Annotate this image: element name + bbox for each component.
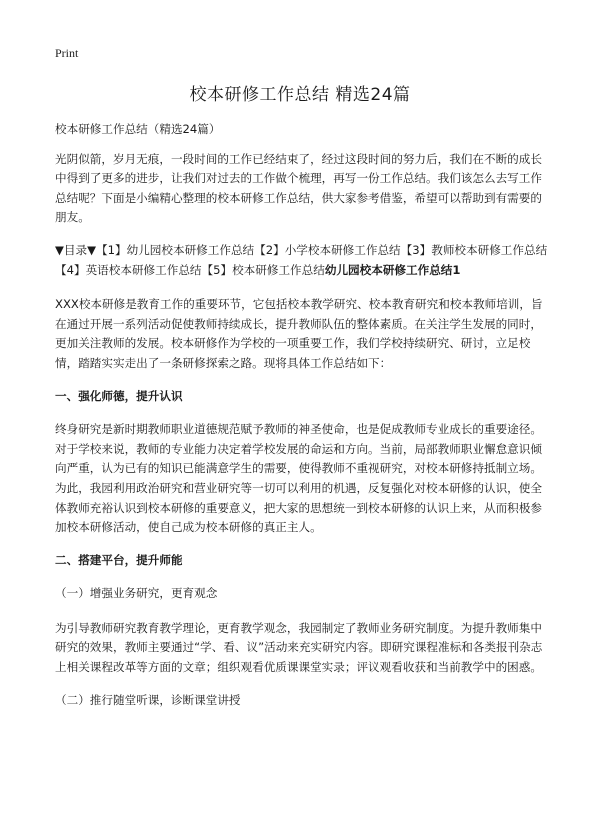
article-body <box>55 120 550 725</box>
toc-item-4[interactable]: 【4】英语校本研修工作总结 <box>55 262 202 277</box>
intro-paragraph: 光阴似箭，岁月无痕，一段时间的工作已经结束了，经过这段时间的努力后，我们在不断的成长中得到了更多的进步，让我们对过去的工作做个梳理，再写一份工作总结。我们该怎么去写工作总结呢？下面是小编精心整理的校本研修工作总结，供大家参考借鉴，希望可以帮助到有需要的朋友。 <box>55 151 542 225</box>
heading-platform: 二、搭建平台，提升师能 <box>55 552 183 567</box>
print-link[interactable]: Print <box>55 46 79 60</box>
section-heading: 幼儿园校本研修工作总结1 <box>324 262 461 277</box>
subheading-business-study: （一）增强业务研究，更育观念 <box>55 586 218 601</box>
toc-item-5[interactable]: 【5】校本研修工作总结 <box>201 262 325 277</box>
page-title: 校本研修工作总结 精选24篇 <box>189 85 411 105</box>
toc-item-2[interactable]: 【2】小学校本研修工作总结 <box>254 242 401 257</box>
article-subtitle: 校本研修工作总结（精选24篇） <box>55 122 221 136</box>
toc-item-1[interactable]: 【1】幼儿园校本研修工作总结 <box>96 242 255 257</box>
toc-item-3[interactable]: 【3】教师校本研修工作总结 <box>400 242 548 257</box>
paragraph-business-study: 为引导教师研究教育教学理论，更育教学观念，我园制定了教师业务研究制度。为提升教师集中研究的效果，教师主要通过“学、看、议”活动来充实研究内容。即研究课程准标和各类报刊杂志上相关课程改革等方面的文章；组织观看优质课课堂实录；评议观看收获和当前教学中的困惑。 <box>55 620 543 675</box>
paragraph-overview: XXX校本研修是教育工作的重要环节，它包括校本教学研究、校本教育研究和校本教师培训，旨在通过开展一系列活动促使教师持续成长，提升教师队伍的整体素质。在关注学生发展的同时，更加关注教师的发展。校本研修作为学校的一项重要工作，我们学校持续研究、研讨，立足校情，踏踏实实走出了一条研修探索之路。现将具体工作总结如下： <box>55 297 543 370</box>
subheading-classroom: （二）推行随堂听课，诊断课堂讲授 <box>55 692 241 707</box>
table-of-contents <box>55 241 550 280</box>
toc-prefix: ▼目录▼ <box>55 242 97 257</box>
heading-ethics: 一、强化师德，提升认识 <box>55 388 183 403</box>
paragraph-ethics: 终身研究是新时期教师职业道德规范赋予教师的神圣使命，也是促成教师专业成长的重要途径。对于学校来说，教师的专业能力决定着学校发展的命运和方向。当前，局部教师职业懈怠意识倾向严重，认为已有的知识已能满意学生的需要，使得教师不重视研究，对校本研修持抵制立场。为此，我园利用政治研究和营业研究等一切可以利用的机遇，反复强化对校本研修的认识，使全体教师充裕认识到校本研修的重要意义，把大家的思想统一到校本研修的认识上来，从而积极参加校本研修活动，使自己成为校本研修的真正主人。 <box>55 422 542 535</box>
